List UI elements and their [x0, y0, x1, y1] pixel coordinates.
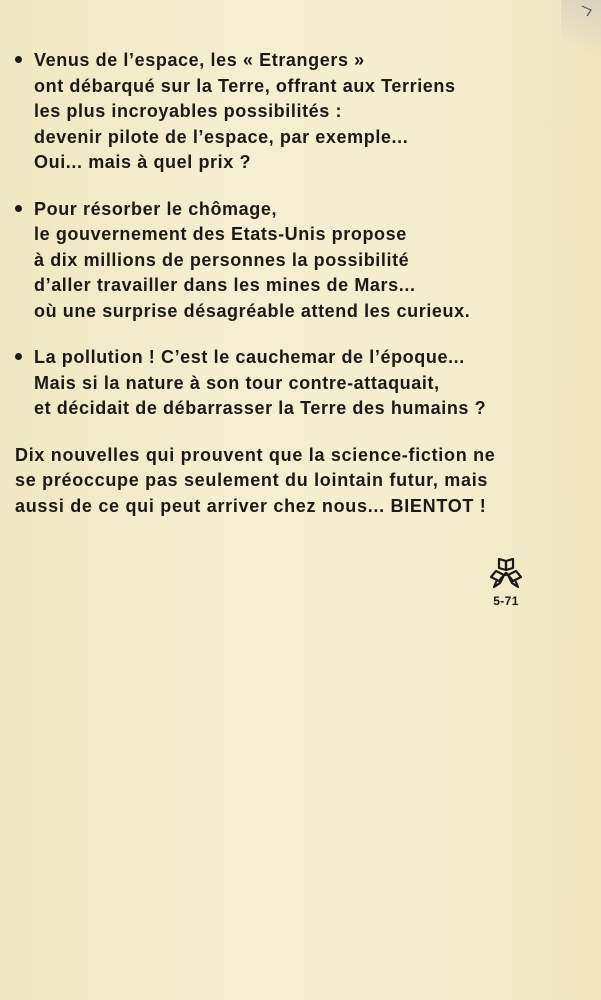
text-line: se préoccupe pas seulement du lointain futur, mais	[15, 470, 489, 490]
publisher-star-logo-icon	[489, 558, 523, 590]
bullet-paragraph-1	[15, 48, 585, 176]
bullet-icon	[15, 205, 22, 212]
publisher-mark	[483, 558, 529, 608]
text-line: Dix nouvelles qui prouvent que la science-fiction ne	[15, 444, 496, 465]
text-line: et décidait de débarrasser la Terre des humains ?	[34, 398, 487, 418]
text-line: ont débarqué sur la Terre, offrant aux Terriens	[34, 75, 456, 96]
corner-fold-icon	[581, 4, 595, 18]
text-line: Mais si la nature à son tour contre-attaquait,	[34, 372, 440, 393]
catalog-code: 5-71	[493, 594, 519, 608]
bullet-icon	[15, 56, 22, 63]
text-line: à dix millions de personnes la possibilité	[34, 249, 410, 270]
text-line: les plus incroyables possibilités :	[34, 101, 343, 121]
summary-paragraph	[15, 443, 585, 520]
text-line: aussi de ce qui peut arriver chez nous... BIENTOT !	[15, 495, 487, 516]
text-line: le gouvernement des Etats-Unis propose	[34, 224, 407, 244]
text-line: Oui... mais à quel prix ?	[34, 152, 252, 172]
bullet-paragraph-2	[15, 197, 585, 325]
text-line: où une surprise désagréable attend les curieux.	[34, 300, 471, 321]
text-line: Venus de l’espace, les « Etrangers »	[34, 50, 365, 70]
text-line: d’aller travailler dans les mines de Mars...	[34, 275, 416, 295]
blurb-text	[15, 48, 585, 519]
text-line: devenir pilote de l’espace, par exemple...	[34, 126, 409, 147]
bullet-paragraph-3	[15, 345, 585, 422]
text-line: Pour résorber le chômage,	[34, 198, 278, 219]
text-line: La pollution ! C’est le cauchemar de l’époque...	[34, 347, 465, 367]
bullet-icon	[15, 353, 22, 360]
